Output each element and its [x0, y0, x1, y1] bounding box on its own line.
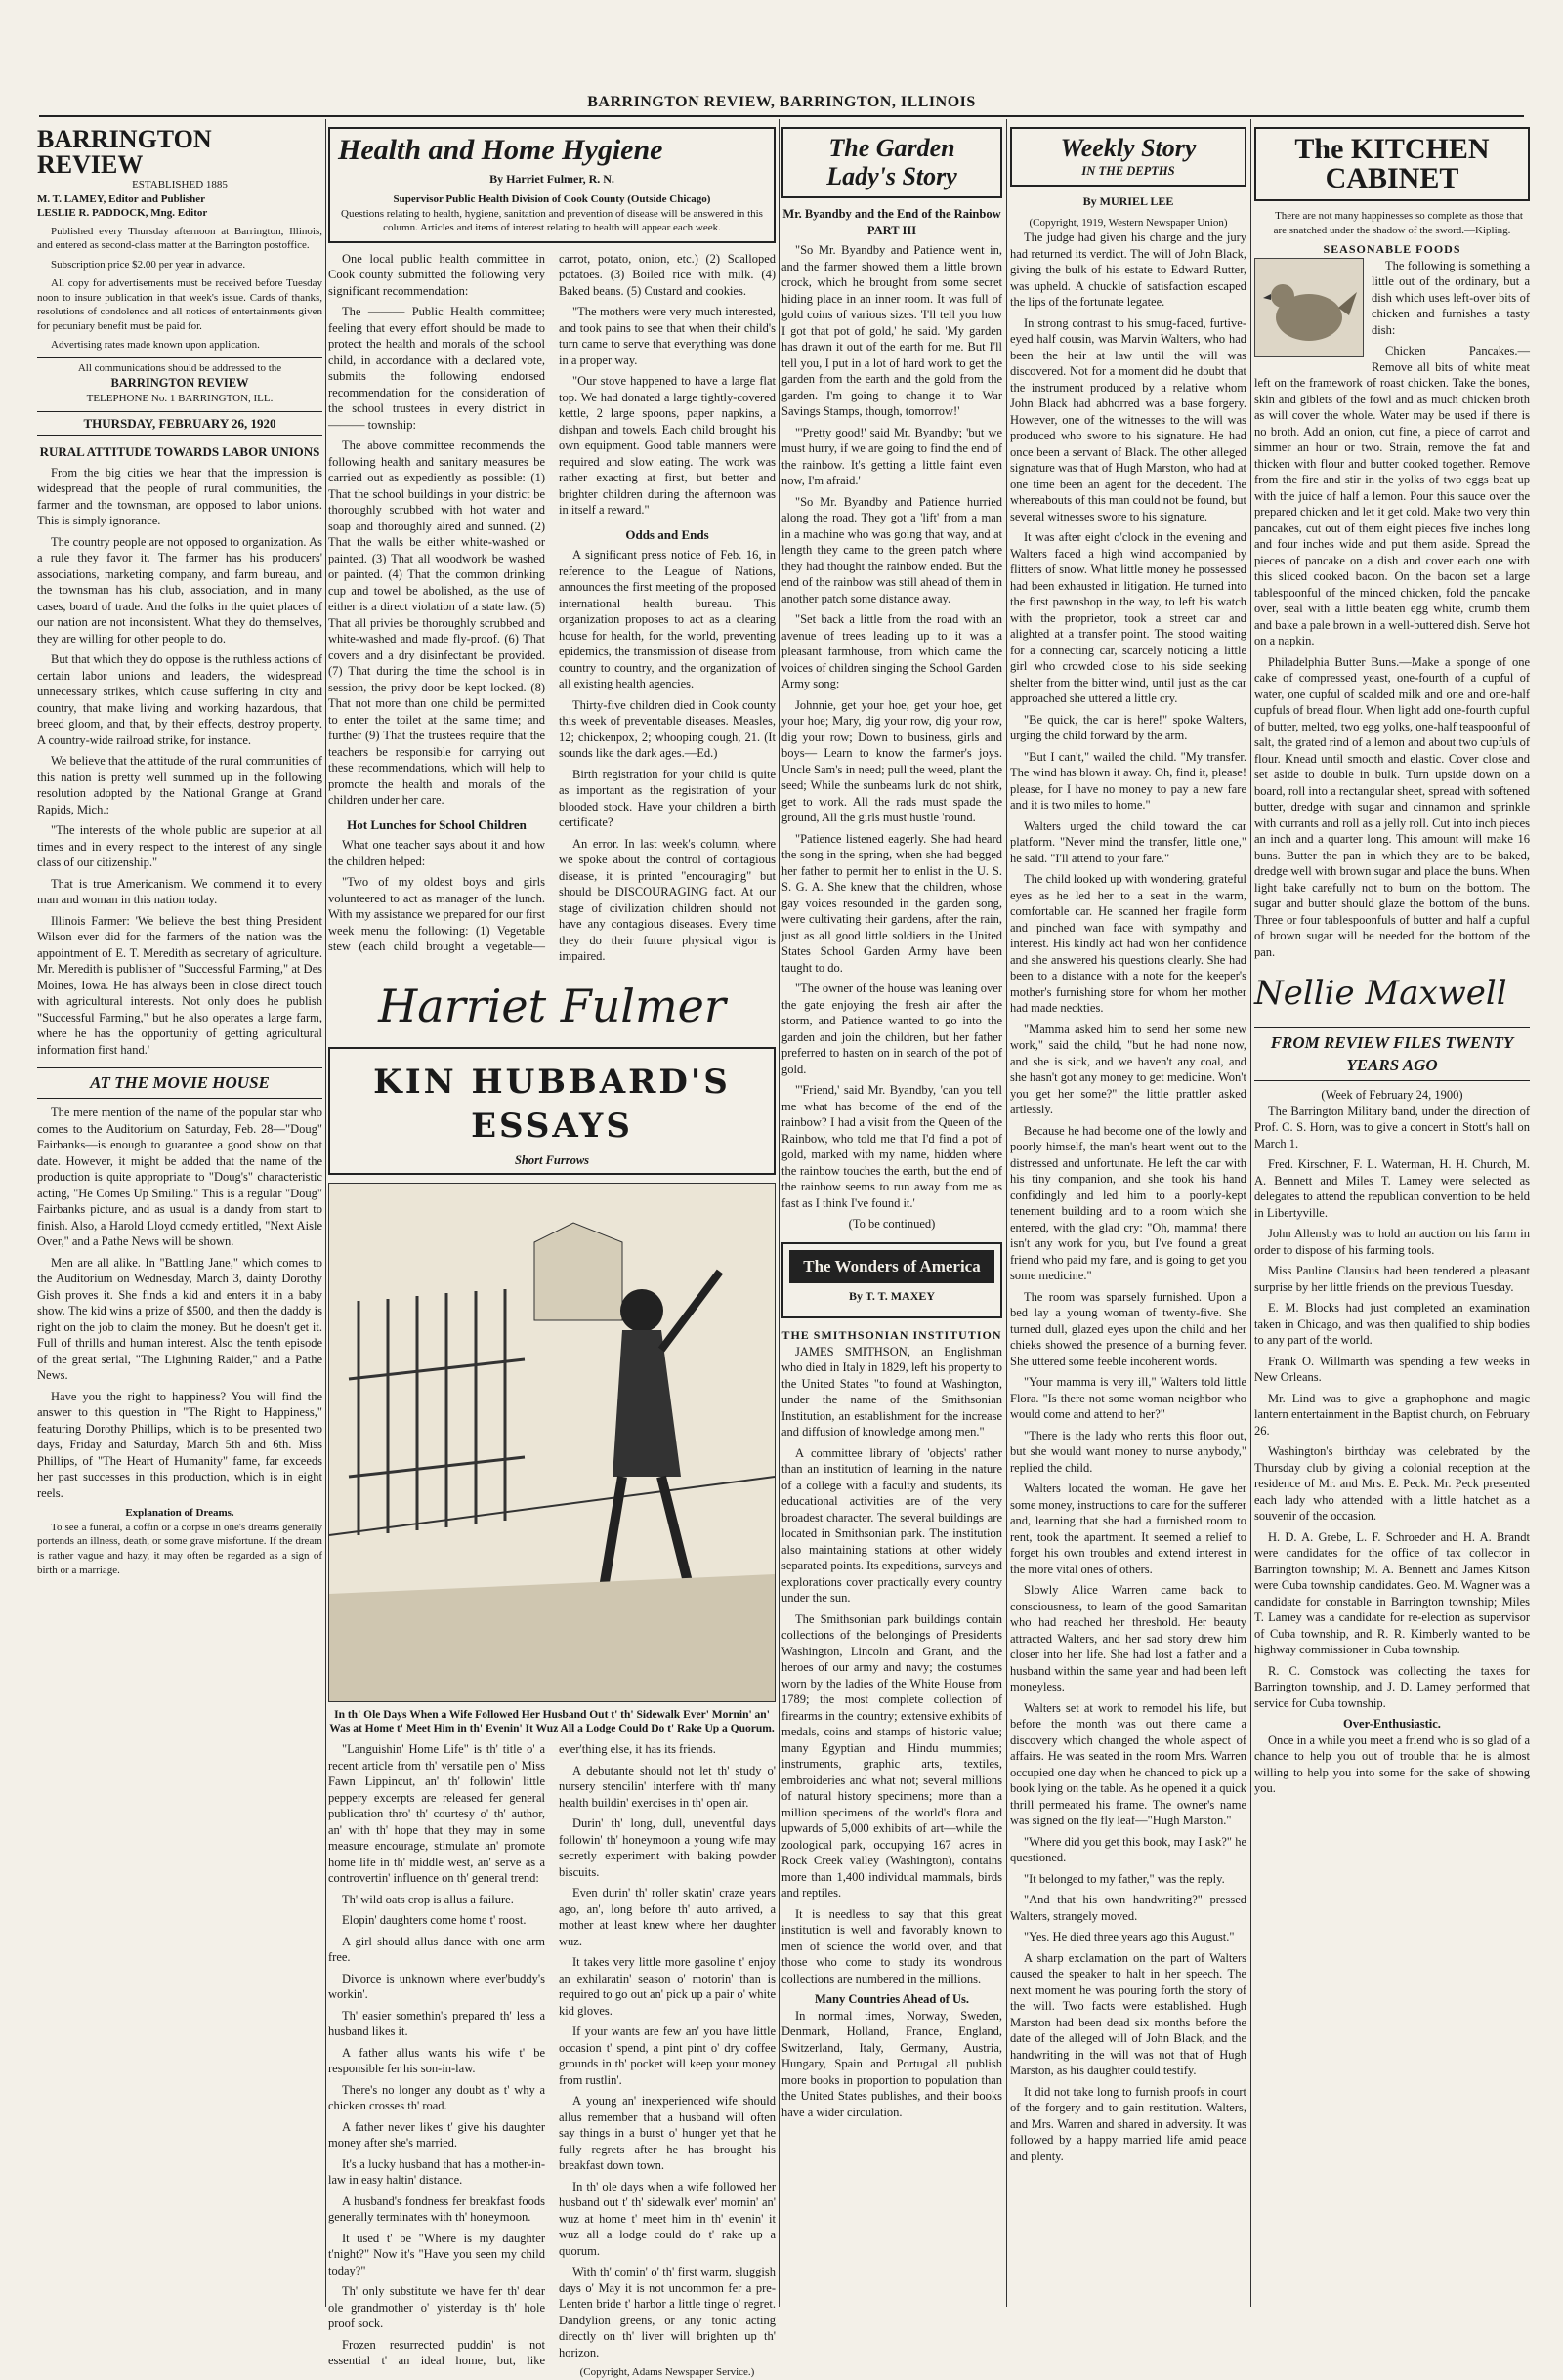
- paragraph: "Patience listened eagerly. She had heard the song in the spring, when she had begged her father to permit her to enlist in the U. S. S. G. A. She knew that the children, whose gay voices resounded in the garden song, were cultivating their gardens, after the rain, just as all good little soldiers in the United States School Garden Army have been taught to do.: [782, 831, 1002, 975]
- paragraph: Th' wild oats crop is allus a failure.: [342, 1892, 514, 1906]
- paragraph: "The owner of the house was leaning over the gate enjoying the fresh air after the storm, and Patience wanted to go into the garden and join the children, but her father preferred to hasten on in search of the pot of gold.: [782, 981, 1002, 1076]
- paragraph: R. C. Comstock was collecting the taxes for Barrington township, and J. D. Lamey performed that service for Cuba township.: [1254, 1663, 1530, 1710]
- kitchen-head: SEASONABLE FOODS: [1323, 242, 1461, 257]
- weekly-copyright: (Copyright, 1919, Western Newspaper Union): [1029, 216, 1228, 229]
- masthead-title: BARRINGTON REVIEW: [37, 125, 212, 179]
- paragraph: Slowly Alice Warren came back to consciousness, to learn of the good Samaritan who had reached her threshold. Her beauty attracted Walters, and her sad story drew him closer into her life. She had lost a father and a husband within the same year and had been left moneyless.: [1010, 1583, 1246, 1694]
- wonders-byline: By T. T. MAXEY: [848, 1289, 936, 1304]
- paragraph: "Yes. He died three years ago this August.": [1024, 1930, 1235, 1944]
- paragraph: A significant press notice of Feb. 16, in reference to the League of Nations, announces the first meeting of the proposed international health bureau. This organization proposes to act as a clearing house for health, for the world, preventing epidemics, the transmission of disease from country to country, and the organization of all existing health agencies.: [559, 548, 776, 691]
- over-head: Over-Enthusiastic.: [1343, 1717, 1441, 1732]
- paragraph: "Your mamma is very ill," Walters told little Flora. "Is there not some woman neighbor who would come and attend to her?": [1010, 1375, 1246, 1422]
- hygiene-header: [328, 127, 776, 243]
- paragraph: The ——— Public Health committee; feeling that every effort should be made to protect the health and morals of the school child, in accordance with a declared vote, submits the following endorsed recommendation for the consideration of the school trustees in every district in ——— township:: [328, 305, 545, 432]
- column-5: [1254, 127, 1530, 2305]
- column-4: [1010, 127, 1246, 2305]
- paragraph: Walters urged the child toward the car platform. "Never mind the transfer, little one," he said. "I'll attend to your fare.": [1010, 818, 1246, 865]
- paragraph: "It belonged to my father," was the reply.: [1024, 1871, 1225, 1886]
- column-2: [328, 127, 776, 2379]
- weekly-title: Weekly Story: [1060, 134, 1197, 162]
- paragraph: Illinois Farmer: 'We believe the best thing President Wilson ever did for the farmers of the nation was the appointment of E. T. Meredith as secretary of agriculture. Mr. Meredith is publisher of "Successful Farming," at Des Moines, Iowa. He has always been in close direct touch with agricultural interests. Not only does he publish "Successful Farming," but he also operates a large farm, where he has the opportunity of getting agricultural information first hand.': [37, 913, 322, 1057]
- files-title: FROM REVIEW FILES TWENTY YEARS AGO: [1254, 1027, 1530, 1081]
- cartoon-drawing-icon: [329, 1184, 775, 1701]
- paragraph: Divorce is unknown where ever'buddy's workin'.: [328, 1971, 545, 2002]
- paragraph: Washington's birthday was celebrated by the Thursday club by giving a colonial reception at the residence of Mr. and Mrs. E. Peck. Mr. Peck presented each lady who attended with a little hatchet as a souvenir of the occasion.: [1254, 1444, 1530, 1524]
- editor-line: LESLIE R. PADDOCK, Mng. Editor: [37, 207, 208, 220]
- paragraph: In strong contrast to his smug-faced, furtive-eyed half cousin, was Marvin Walters, who had been the heir at law until the will was discovered. Not for a moment did he doubt that the instrument produced by a relative whom John Black had abhorred was a base forgery. However, one of the witnesses to the will was produced who swore to his signature. He had once been a servant of Black. The other alleged signature was that of Hugh Marston, who had at one time been an agent for the decedent. The whereabouts of this man could not be found, but several witnesses swore to his signature.: [1010, 315, 1246, 523]
- kin-header: [328, 1047, 776, 1174]
- paragraph: "So Mr. Byandby and Patience went in, and the farmer showed them a little brown crock, which he brought from some secret hiding place in an inner room. It was full of gold coins of various sizes. 'I'll tell you how I got that pot of gold,' he said. 'My garden has drawn it out of the earth for me. But I'll tell you, I put in a lot of hard work to get the garden from the earth and the gold from the garden. I'm going to change it to War Savings Stamps, though, tomorrow!': [782, 243, 1002, 419]
- garden-subtitle: Mr. Byandby and the End of the Rainbow: [782, 207, 1001, 222]
- paragraph: "But I can't," wailed the child. "My transfer. The wind has blown it away. Oh, find it, please! please, for I have no money to pay a new fare and it is two miles to home.": [1010, 749, 1246, 813]
- paragraph: Once in a while you meet a friend who is so glad of a chance to help you out of trouble that he is almost willing to help you into some for the sake of showing you.: [1254, 1733, 1530, 1796]
- paragraph: Th' easier somethin's prepared th' less a husband likes it.: [328, 2008, 545, 2039]
- paragraph: Even durin' th' roller skatin' craze years ago, an', long before th' auto arrived, a mother at least knew where her daughter wuz.: [559, 1886, 776, 1948]
- garden-title: The Garden Lady's Story: [826, 134, 957, 190]
- kitchen-title: The KITCHEN CABINET: [1254, 127, 1530, 201]
- paragraph: Men are all alike. In "Battling Jane," which comes to the Auditorium on Wednesday, March 3, dainty Dorothy Gish proves it. She finds a kid and enters it in a baby show. The kid wins a prize of $500, and then the daddy is right on the job to claim the money. But he doesn't get it. Full of thrills and human interest. Also the tenth episode of the great serial, "The Lightning Raider," and a Pathe News.: [37, 1255, 322, 1383]
- weekly-byline: By MURIEL LEE: [1082, 194, 1174, 209]
- paragraph: Walters located the woman. He gave her some money, instructions to care for the sufferer and, learning that she had a furnished room to rent, took the apartment. It seemed a relief to forget his own troubles and extend interest in the more vital ones of others.: [1010, 1482, 1246, 1576]
- files-week: (Week of February 24, 1900): [1321, 1088, 1463, 1103]
- column-rule: [779, 119, 780, 2307]
- paragraph: "'Pretty good!' said Mr. Byandby; 'but we must hurry, if we are going to find the end of the rainbow. It's getting a little faint even now, I'm afraid.': [782, 425, 1002, 488]
- coda-head: Many Countries Ahead of Us.: [815, 1992, 969, 2007]
- paragraph: But that which they do oppose is the ruthless actions of certain labor unions and leaders, the widespread unnecessary strikes, which cause suffering in city and country, that make living and working hazardous, that breed gloom, and that, by their effects, destroy property. A country-wide railroad strike, for instance.: [37, 652, 322, 747]
- paragraph: Miss Pauline Clausius had been tendered a pleasant surprise by her little friends on the previous Tuesday.: [1254, 1264, 1530, 1294]
- paragraph: "'Friend,' said Mr. Byandby, 'can you tell me what has become of the end of the rainbow? I had a visit from the Queen of the Rainbow, who told me that I'd find a pot of gold, marked with my name, hidden where the rainbow touches the earth, but the end of the rainbow seems to run away from me as fast as I think I've found it.': [782, 1083, 1002, 1210]
- weekly-subtitle: IN THE DEPTHS: [1081, 163, 1175, 178]
- address-name: BARRINGTON REVIEW: [110, 376, 249, 391]
- paragraph: The judge had given his charge and the jury had returned its verdict. The will of John Black, giving the bulk of his estate to Edward Rutter, was upheld. A chuckle of satisfaction escaped the lips of the fortunate legatee.: [1010, 230, 1246, 310]
- paragraph: A debutante should not let th' study o' nursery stencilin' interfere with th' many health buildin' exercises in th' open air.: [559, 1763, 776, 1810]
- paragraph: "Languishin' Home Life" is th' title o' a recent article from th' versatile pen o' Miss Fawn Lippincut, an' th' followin' little peppery excerpts are released fer general publication thro' th' courtesy o' th' author, an' with th' hope that they may in some measure encourage, stimulate an' promote home life in th' middle west, an' serve as a controvertin' influence on th' general trend:: [328, 1742, 545, 1886]
- paragraph: Thirty-five children died in Cook county this week of preventable diseases. Measles, 12; chickenpox, 2; whooping cough, 21. (It sounds like the dark ages.—Ed.): [559, 697, 776, 761]
- paragraph: A sharp exclamation on the part of Walters caused the speaker to halt in her speech. The next moment he was pouring forth the story of the will. Two facts were established. Hugh Marston had been dead six months before the date of the alleged will of John Black, and the handwriting in the will was not that of Hugh Marston, as his daughter could testify.: [1010, 1950, 1246, 2078]
- paragraph: "The interests of the whole public are superior at all times and in every respect to the interest of any single class of our citizenship.": [37, 823, 322, 870]
- paragraph: John Allensby was to hold an auction on his farm in order to dispose of his farming tools.: [1254, 1227, 1530, 1257]
- kitchen-signature: Nellie Maxwell: [1254, 974, 1507, 1014]
- paragraph: "Our stove happened to have a large flat top. We had donated a large tightly-covered kettle, 2 large spoons, paper napkins, a dishpan and towels. Each child brought his own equipment. Good table manners were required and slow eating. The work was rather exacting at first, but better and brighter children during the afternoon was in itself a reward.": [559, 374, 776, 518]
- copy-notice: All copy for advertisements must be received before Tuesday noon to insure publication in that week's issue. Cards of thanks, resolutions of condolence and all notices of entertainments given for pecuniary benefit must be paid for.: [37, 277, 322, 332]
- lunch-head: Hot Lunches for School Children: [347, 816, 527, 832]
- odds-head: Odds and Ends: [625, 526, 709, 542]
- paragraph: "Where did you get this book, may I ask?" he questioned.: [1010, 1834, 1246, 1865]
- kin-body: [328, 1741, 776, 2380]
- wonders-title: The Wonders of America: [789, 1250, 994, 1283]
- paragraph: "Set back a little from the road with an avenue of trees leading up to it was a pleasant farmhouse, from which came the voices of children singing the School Garden Army song:: [782, 612, 1002, 691]
- paragraph: "So Mr. Byandby and Patience hurried along the road. They got a 'lift' from a man in a machine who was going that way, and at length they came to the green patch where they had thought the rainbow ended. But the end of the rainbow was still ahead of them in another patch some distance away.: [782, 494, 1002, 605]
- paragraph: Walters set at work to remodel his life, but before the month was out there came a discovery which changed the whole aspect of affairs. He was seated in the room Mrs. Warren occupied one day when he chanced to pick up a book lying on the table. As he opened it a quick thrill permeated his frame. The owner's name was signed on the fly leaf—"Hugh Marston.": [1010, 1700, 1246, 1828]
- paragraph: What one teacher says about it and how the children helped:: [328, 838, 545, 868]
- dreams-head: Explanation of Dreams.: [125, 1507, 234, 1520]
- paragraph: It was after eight o'clock in the evening and Walters faced a high wind accompanied by flitters of snow. What little money he possessed had been exhausted in litigation. He turned into the first pawnshop in the way, to left his watch with the proprietor, took a street car and alighted at a transfer point. The stood waiting for a connecting car, scarcely noticing a little girl who crowded close to his side seeking shelter from the bitter wind, until just as the car approached she uttered a little cry.: [1010, 530, 1246, 706]
- paragraph: The child looked up with wondering, grateful eyes as he led her to a seat in the warm, comfortable car. He scanned her fragile form and pinched wan face with sympathy and interest. His kindly act had won her confidence and she answered his questions clearly. She had been to a distance with a note for the keeper's mother's furnishing store for whom her mother had made neckties.: [1010, 872, 1246, 1016]
- paragraph: We believe that the attitude of the rural communities of this nation is pretty well summed up in the following resolution adopted by the National Grange at Grand Rapids, Mich.:: [37, 754, 322, 816]
- kin-subtitle: Short Furrows: [514, 1153, 590, 1167]
- paragraph: One local public health committee in Cook county submitted the following very significant recommendation:: [328, 251, 545, 298]
- paragraph: A husband's fondness fer breakfast foods generally terminates with th' honeymoon.: [328, 2193, 545, 2225]
- paragraph: The above committee recommends the following health and sanitary measures be carried out as expediently as possible: (1) That the school buildings in your district be thoroughly scrubbed with hot water and soap and thoroughly aired and sunned. (2) That the walls be either white-washed or painted. (3) That all woodwork be washed or painted. (4) That the common drinking cup and towel be abolished, as the use of either is a direct violation of a state law. (5) That all privies be thoroughly scrubbed and white-washed and made fly-proof. (6) That covers and a dry disinfectant be provided. (7) That during the time the school is in session, the privy door be kept locked. (8) That not more than one child be permitted to enter the toilet at the same time; and further (9) That the trustees require that the teachers be responsible for carrying out these recommendations, which will help to promote the health and morals of the children under her care.: [328, 438, 545, 808]
- paragraph: Because he had become one of the lowly and poorly himself, the man's heart went out to the distressed and unfortunate. He left the car with his tiny companion, and she took his hand confidingly and led him to a poorly-kept tenement building and to a room which she entered, with the glad cry: "Oh, mamma! there isn't any work for you, but I've found a great friend who paid my fare, and is going to get you some medicine.": [1010, 1123, 1246, 1283]
- established: ESTABLISHED 1885: [132, 179, 228, 190]
- top-rule: [39, 115, 1524, 117]
- paragraph: In th' ole days when a wife followed her husband out t' th' sidewalk ever' mornin' an' wuz at home t' meet him in th' evenin' it wuz all a lodge could do t' rake up a quorum.: [559, 2179, 776, 2258]
- rural-headline: RURAL ATTITUDE TOWARDS LABOR UNIONS: [39, 444, 320, 460]
- paragraph: The following is something a little out of the ordinary, but a dish which uses left-over bits of chicken and furnishes a tasty dish:: [1372, 258, 1530, 337]
- rates-notice: Advertising rates made known upon application.: [51, 339, 260, 352]
- paragraph: An error. In last week's column, where we spoke about the control of contagious disease, it is printed "encouraging" but should be DISCOURAGING fact. At our stage of civilization children should not have any contagious diseases. Every time they do their future physical vigor is impaired.: [559, 836, 776, 964]
- paragraph: The mere mention of the name of the popular star who comes to the Auditorium on Saturday, Feb. 28—"Doug" Fairbanks—is enough to guarantee a good show on that date. However, it might be added that the name of the production is quite appropriate to "Doug's" characteristic acting, "He Comes Up Smiling." This is a regular "Doug" Fairbanks picture, and as usual is a dandy from start to finish. Also, a Harold Lloyd comedy entitled, "Next Aisle Over," and a Pathe News will be shown.: [37, 1106, 322, 1249]
- paragraph: Chicken Pancakes.—Remove all bits of white meat left on the framework of roast chicken. Take the bones, skin and giblets of the fowl and as much chicken broth as will cover the whole. Water may be used if there is no broth. Add an onion, cut fine, a piece of carrot and simmer an hour or two. Strain, remove the fat and thicken with flour and butter cooked together. Remove from the fire and stir in the yolks of two eggs beat up with the juice of half a lemon. Pour this sauce over the prepared chicken and let it get cold. Make two very thin pancakes, cut out of them eight pieces five inches long and four inches wide and put them aside. Spread the pieces of pancake on a dish and cover each one with this sliced cooked bacon. On the bacon set a large tablespoonful of the minced chicken, fold the pancake over, seal with a little beaten egg white, crumb them and bake a pale brown in a well-buttered dish. Serve hot on a napkin.: [1254, 344, 1530, 648]
- paragraph: Frank O. Willmarth was spending a few weeks in New Orleans.: [1254, 1354, 1530, 1385]
- paragraph: With th' comin' o' th' first warm, sluggish days o' May it is not uncommon fer a pre-Lenten bride t' harbor a little tinge o' regret. Dandylion greens, or any tonic acting directly on th' liver will brighten up th' horizon.: [559, 2265, 776, 2359]
- column-rule: [1006, 119, 1007, 2307]
- garden-header: [782, 127, 1002, 198]
- weekly-header: [1010, 127, 1246, 187]
- paragraph: JAMES SMITHSON, an Englishman who died in Italy in 1829, left his property to the United States "to found at Washington, under the name of the Smithsonian Institution, an establishment for the increase and diffusion of knowledge among men.": [782, 1344, 1002, 1440]
- paragraph: In normal times, Norway, Sweden, Denmark, Holland, France, England, Switzerland, Italy, Germany, Austria, Hungary, Spain and Portugal all publish more books in proportion to population than the United States publishes, and their books have a wider circulation.: [782, 2008, 1002, 2119]
- hygiene-note: Questions relating to health, hygiene, sanitation and prevention of disease will be answered in this column. Articles and items of interest relating to health will appear each week.: [341, 207, 763, 234]
- paragraph: "And that his own handwriting?" pressed Walters, strangely moved.: [1010, 1893, 1246, 1923]
- column-rule: [325, 119, 326, 2307]
- running-head: BARRINGTON REVIEW, BARRINGTON, ILLINOIS: [587, 94, 976, 110]
- paragraph: It's a lucky husband that has a mother-in-law in easy haltin' distance.: [328, 2156, 545, 2188]
- paragraph: Fred. Kirschner, F. L. Waterman, H. H. Church, M. A. Bennett and Miles T. Lamey were selected as delegates to attend the republican convention to be held in Libertyville.: [1254, 1157, 1530, 1220]
- address-line: All communications should be addressed to the: [37, 357, 322, 376]
- paragraph: A committee library of 'objects' rather than an institution of learning in the nature of a college with a faculty and students, its educational activities are of the very broadest character. The several buildings are located in Smithsonian park. The institution also maintaining stations at other widely separated points. Its expeditions, surveys and explorations cover practically every country under the sun.: [782, 1445, 1002, 1606]
- paragraph: It takes very little more gasoline t' enjoy an exhilaratin' season o' motorin' than is required to go out an' pick up a pair o' white kid gloves.: [559, 1955, 776, 2018]
- paragraph: "There is the lady who rents this floor out, but she would want money to nurse anybody," replied the child.: [1010, 1428, 1246, 1475]
- kin-title: KIN HUBBARD'S ESSAYS: [373, 1063, 731, 1147]
- paragraph: To see a funeral, a coffin or a corpse in one's dreams generally portends an illness, death, or some grave misfortune. If the dream is rather vague and hazy, it may often be regarded as a sign of birth or a marriage.: [37, 1521, 322, 1576]
- publication-notice: Published every Thursday afternoon at Barrington, Illinois, and entered as second-class matter at the Barrington postoffice.: [37, 225, 322, 252]
- chicken-illustration: [1254, 258, 1364, 357]
- paragraph: E. M. Blocks had just completed an examination taken in Chicago, and was then qualified to ship bodies to any part of the world.: [1254, 1301, 1530, 1348]
- paragraph: There's no longer any doubt as t' why a chicken crosses th' road.: [328, 2082, 545, 2113]
- paragraph: Elopin' daughters come home t' roost.: [342, 1913, 527, 1928]
- column-3: [782, 127, 1002, 2305]
- hygiene-signature: Harriet Fulmer: [378, 979, 726, 1032]
- paragraph: That is true Americanism. We commend it to every man and woman in this nation today.: [37, 876, 322, 907]
- kitchen-quote: There are not many happinesses so complete as those that are snatched under the shadow of the sword.—Kipling.: [1273, 210, 1523, 236]
- paragraph: If your wants are few an' you have little occasion t' spend, a pint pint o' dry coffee grounds in th' pocket will keep your money from rustlin'.: [559, 2025, 776, 2087]
- garden-part: PART III: [866, 223, 917, 237]
- paragraph: The Barrington Military band, under the direction of Prof. C. S. Horn, was to give a concert in Stott's hall on March 1.: [1254, 1104, 1530, 1150]
- paragraph: Mr. Lind was to give a graphophone and magic lantern entertainment in the Baptist church, on February 26.: [1254, 1391, 1530, 1438]
- column-rule: [1250, 119, 1251, 2307]
- wonders-head: THE SMITHSONIAN INSTITUTION: [782, 1327, 1002, 1342]
- paragraph: "The mothers were very much interested, and took pains to see that when their child's turn came to serve that everything was done in a proper way.: [559, 305, 776, 367]
- paragraph: Durin' th' long, dull, uneventful days followin' th' honeymoon a young wife may secretly experiment with baking powder biscuits.: [559, 1816, 776, 1879]
- hygiene-office: Supervisor Public Health Division of Cook County (Outside Chicago): [393, 193, 711, 206]
- chicken-icon: [1255, 259, 1363, 356]
- hygiene-body: [328, 251, 776, 965]
- paragraph: Frozen resurrected puddin' is not essential t' an ideal home, but, like ever'thing else, it has its friends.: [328, 1742, 716, 2368]
- paragraph: It used t' be "Where is my daughter t'night?" Now it's "Have you seen my child today?": [328, 2231, 545, 2277]
- paragraph: "Two of my oldest boys and girls volunteered to act as manager of the lunch. With my assistance we prepared for our first week menu the following: (1) Vegetable stew (each child brought a vegetable—carrot, potato, onion, etc.) (2) Scalloped potatoes. (3) Boiled rice with milk. (4) Baked beans. (5) Custard and cookies.: [328, 251, 776, 954]
- paragraph: The Smithsonian park buildings contain collections of the belongings of Presidents Washington, Lincoln and Grant, and the heroes of our army and navy; the costumes worn by the ladies of the White House from 1789; the most complete collection of firearms in the country; extensive exhibits of medals, coins and stamps of historic value; many Egyptian and Hindu mummies; instruments, graphic arts, textiles, embroideries and what not; several millions of natural history specimens; more than a million specimens of the world's flora and upwards of 5,000 exhibits of art—while the zoological park, occupying 167 acres in Rock Creek valley (Washington), contains more than 1,400 individual mammals, birds and reptiles.: [782, 1611, 1002, 1900]
- paragraph: H. D. A. Grebe, L. F. Schroeder and H. A. Brandt were candidates for the office of tax collector in Barrington township; M. A. Bennett and James Kitson were Cuba township candidates. Geo. M. Wagner was a candidate for constable in Barrington township; Miles T. Lamey was a candidate for re-election as supervisor of Cuba township, and R. R. Kimberly wanted to be highway commissioner in Cuba township.: [1254, 1529, 1530, 1657]
- kin-credit: (Copyright, Adams Newspaper Service.): [579, 2366, 755, 2379]
- column-1: [37, 127, 322, 2305]
- paragraph: A father allus wants his wife t' be responsible fer his son-in-law.: [328, 2045, 545, 2076]
- paragraph: Philadelphia Butter Buns.—Make a sponge of one cake of compressed yeast, one-fourth of a cupful of water, one cupful of scalded milk and one and one-half cupfuls of bread flour. When light add one-fourth cupful of butter, melted, two egg yolks, one-half teaspoonful of salt, the grated rind of a lemon and about two cupfuls of flour. Knead until smooth and elastic. Cover close and set aside to double in bulk. Turn upside down on a board, roll into a rectangular sheet, spread with softened butter, dredge with sugar and cinnamon and sprinkle with currants and roll as a jelly roll. Cut into inch pieces an inch and a quarter long. This amount will make 16 buns. Butter the pan in which they are to be baked, dredge well with brown sugar and place the buns. When light bake carefully not to burn on the bottom. The sugar and butter should glaze the bottom of the buns. Three or four tablespoonfuls of butter and half a cupful of brown sugar will be needed for the bottom of the pan.: [1254, 654, 1530, 959]
- paragraph: "Mamma asked him to send her some new work," said the child, "but he had none now, and she is sick, and we haven't any coal, and she hasn't got any money to get medicine. Won't you get her some?" the little prattler asked artlessly.: [1010, 1022, 1246, 1117]
- paragraph: It is needless to say that this great institution is well and favorably known to men of science the world over, and that those who come to study its wondrous collections are numbered in the millions.: [782, 1906, 1002, 1985]
- cartoon-illustration: [328, 1183, 776, 1702]
- paragraph: Th' only substitute we have fer th' dear ole grandmother o' yisterday is th' hole proof sock.: [328, 2284, 545, 2331]
- wonders-box: [782, 1242, 1002, 1318]
- editor-line: M. T. LAMEY, Editor and Publisher: [37, 192, 205, 205]
- paragraph: A girl should allus dance with one arm free.: [328, 1934, 545, 1965]
- paragraph: Birth registration for your child is quite as important as the registration of your blooded stock. Have your children a birth certificate?: [559, 767, 776, 830]
- paragraph: A young an' inexperienced wife should allus remember that a husband will often say things in a burst o' hunger yet that he fully regrets after he has brought his breakfast down town.: [559, 2094, 776, 2173]
- hygiene-title: Health and Home Hygiene: [338, 134, 663, 166]
- hygiene-byline: By Harriet Fulmer, R. N.: [489, 171, 614, 186]
- garden-verse: Johnnie, get your hoe, get your hoe, get your hoe; Mary, dig your row, dig your row, dig your row; Down to business, girls and boys— Learn to know the farmer's joys. Uncle Sam's in need; pull the weed, plant the seed; While the sunbeams lurk do not shirk, get to work. All the rads must spade the ground, All the girls must hustle 'round.: [782, 697, 1002, 825]
- paragraph: The room was sparsely furnished. Upon a bed lay a young woman of twenty-five. She turned dull, glazed eyes upon the child and her chieks showed the presence of a burning fever. She uttered some feeble incoherent words.: [1010, 1289, 1246, 1368]
- telephone: TELEPHONE No. 1 BARRINGTON, ILL.: [86, 392, 274, 404]
- paragraph: From the big cities we hear that the impression is widespread that the people of rural communities, the farmer and the townsman, are opposed to labor unions. This is simply ignorance.: [37, 465, 322, 528]
- issue-date: THURSDAY, FEBRUARY 26, 1920: [37, 411, 322, 436]
- to-be-continued: (To be continued): [848, 1217, 936, 1232]
- paragraph: The country people are not opposed to organization. As a rule they favor it. The farmer has his producers' associations, marketing company, and farm bureau, and the townsman has his club, association, and in many cases, board of trade. And the folks in the quiet places of our nation are not inconsistent. What they do themselves, they are willing for other people to do.: [37, 534, 322, 646]
- paragraph: "Be quick, the car is here!" spoke Walters, urging the child forward by the arm.: [1010, 712, 1246, 743]
- paragraph: Have you the right to happiness? You will find the answer to this question in "The Right to Happiness," featuring Dorothy Phillips, which is to be presented two days, Friday and Saturday, March 5th and 6th. Miss Phillips, of "The Heart of Humanity" fame, far exceeds her past successes in this production, which is in eight reels.: [37, 1389, 322, 1500]
- paragraph: It did not take long to furnish proofs in court of the forgery and to gain restitution. Walters, and Mrs. Warren and shared in adversity. It was followed by a happy married life amid peace and plenty.: [1010, 2084, 1246, 2163]
- paragraph: A father never likes t' give his daughter money after she's married.: [328, 2119, 545, 2150]
- cartoon-caption: In th' Ole Days When a Wife Followed Her Husband Out t' th' Sidewalk Ever' Mornin' an' Was at Home t' Meet Him in th' Evenin' It Wuz All a Lodge Could Do t' Rake Up a Quorum.: [329, 1708, 775, 1734]
- subscription-notice: Subscription price $2.00 per year in advance.: [51, 258, 246, 271]
- movie-headline: AT THE MOVIE HOUSE: [37, 1067, 322, 1099]
